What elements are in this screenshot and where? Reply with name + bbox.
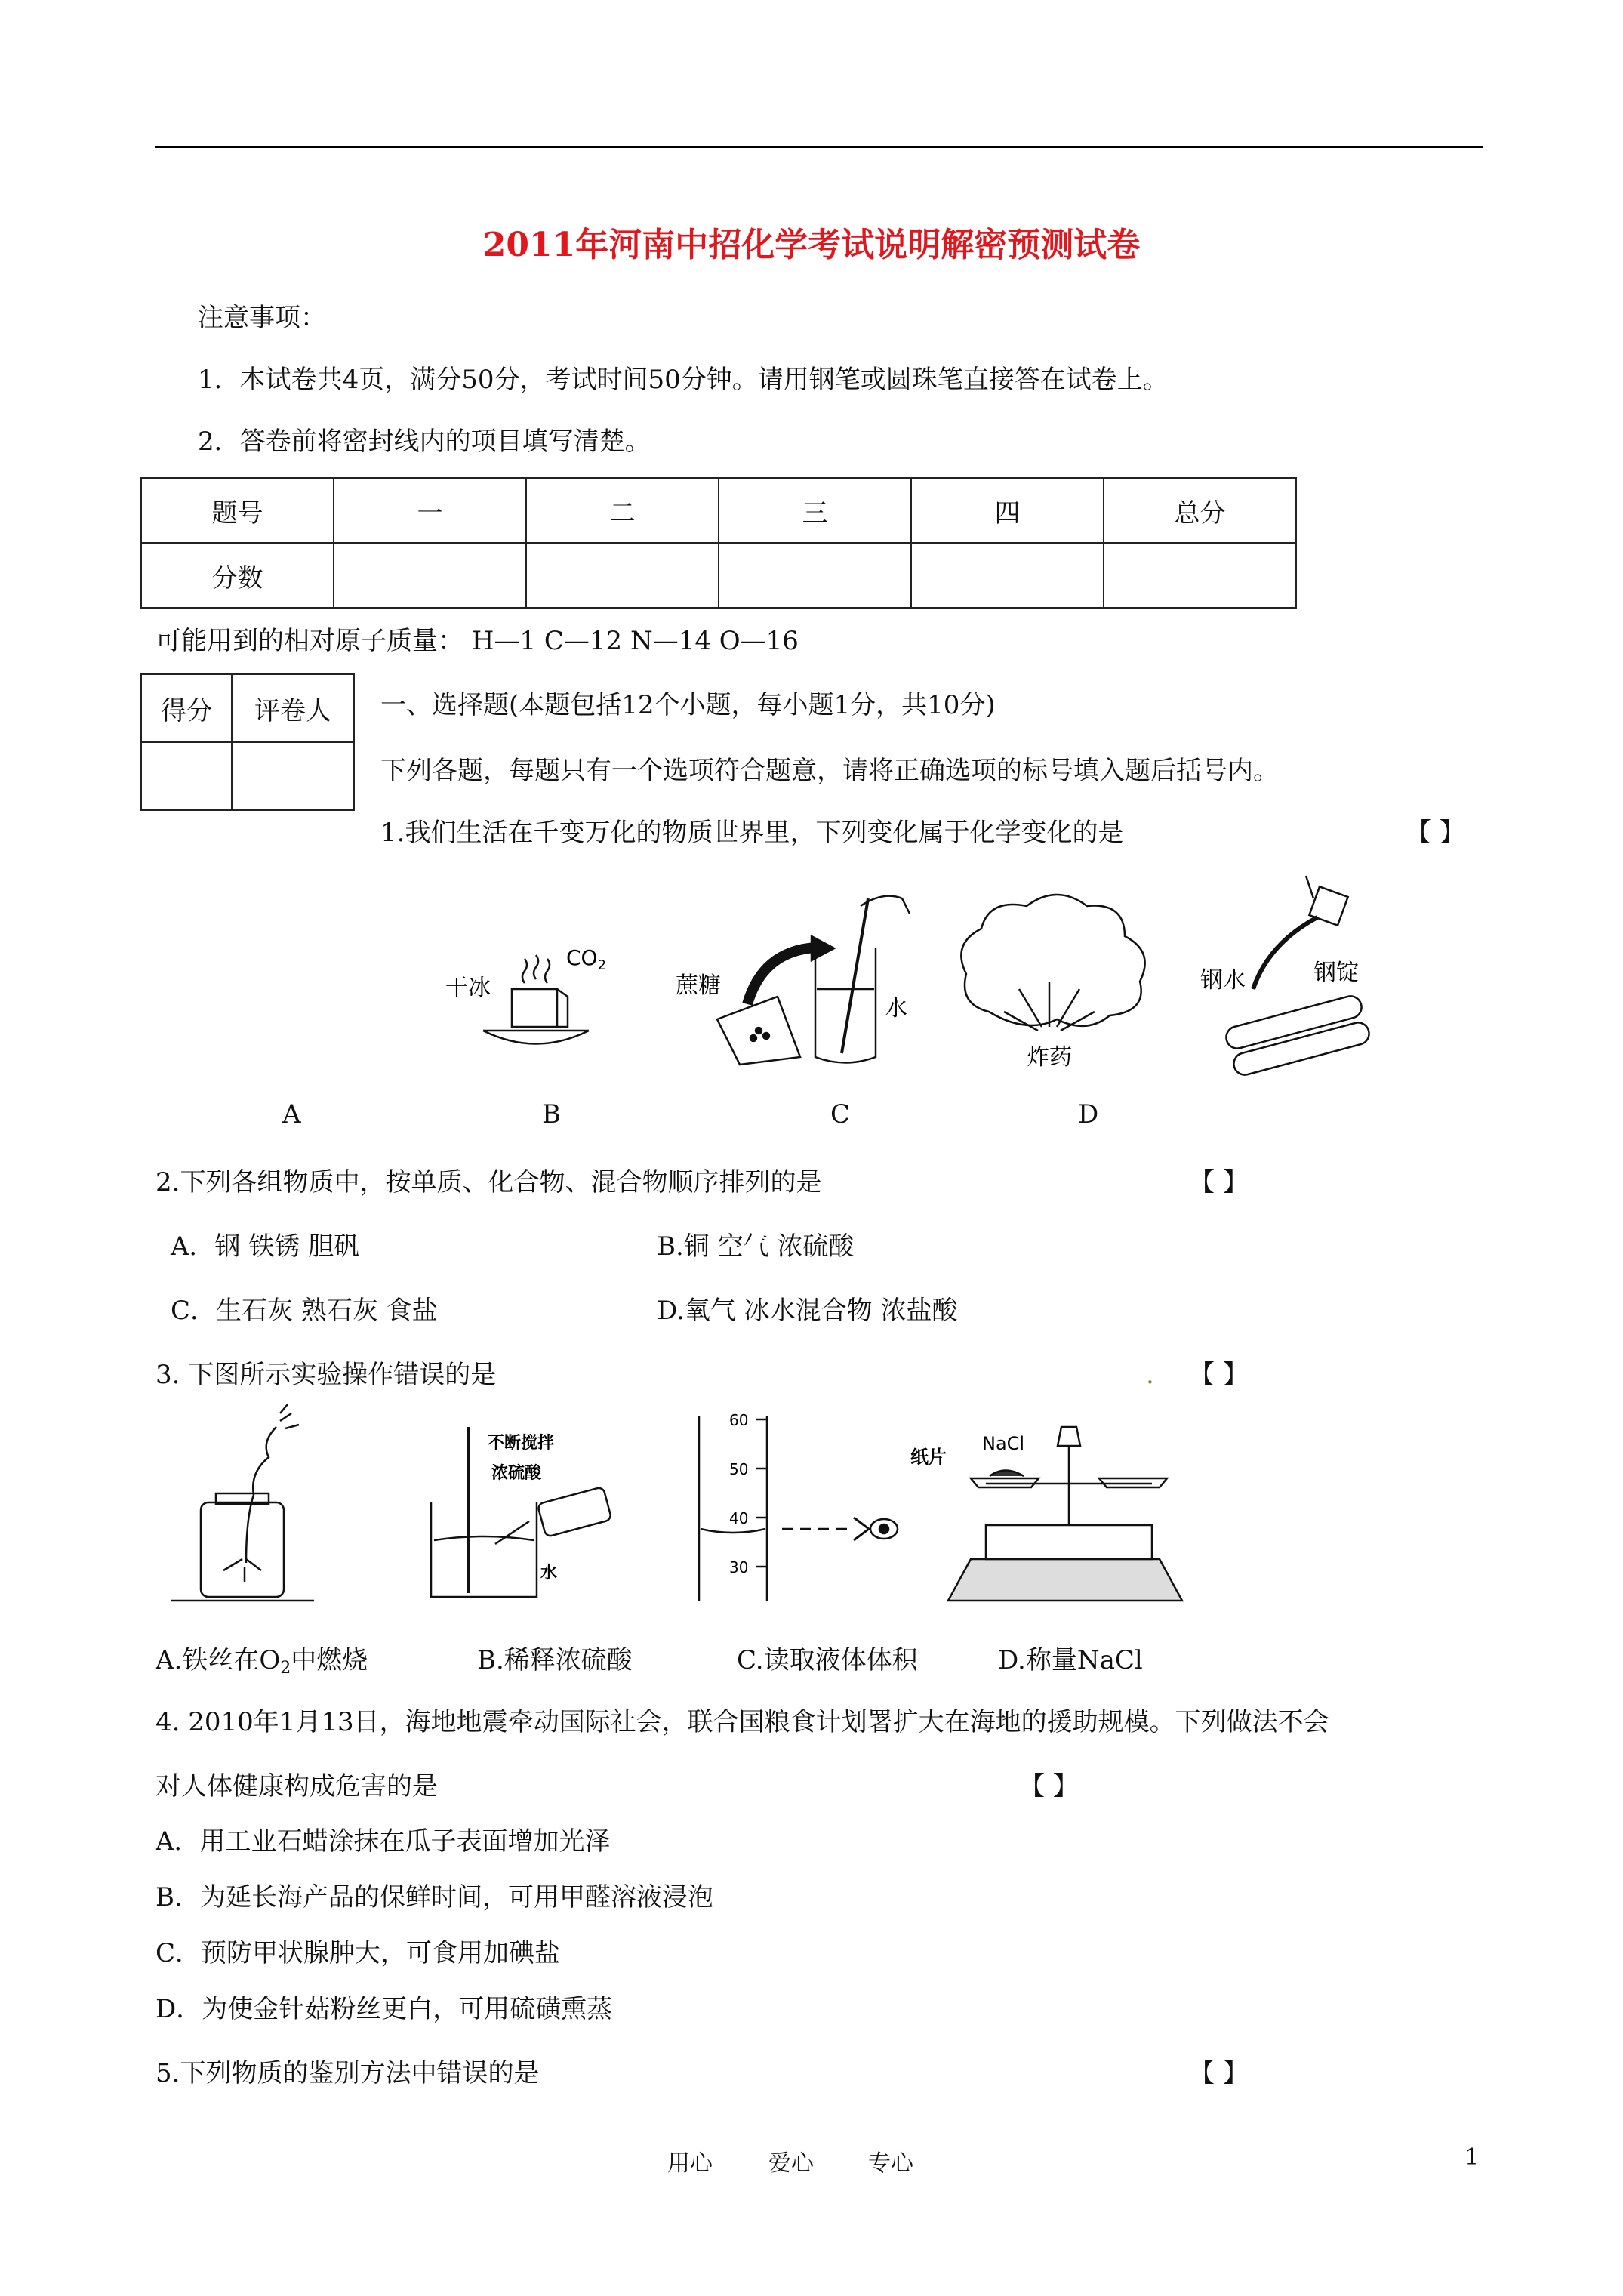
score-header-cell: 题号 xyxy=(141,478,334,543)
grader-score-label: 得分 xyxy=(141,674,232,742)
label-stir: 不断搅拌 xyxy=(488,1434,555,1453)
label-molten-steel: 钢水 xyxy=(1200,967,1246,994)
q1-option-b: B xyxy=(542,1099,561,1130)
grader-score-cell xyxy=(141,742,232,810)
label-dry-ice: 干冰 xyxy=(445,975,491,1001)
score-row-label: 分数 xyxy=(141,543,334,608)
q3-stem: 3. 下图所示实验操作错误的是 xyxy=(156,1360,497,1390)
score-header-cell: 总分 xyxy=(1104,478,1296,543)
q3-dot: . xyxy=(1146,1360,1154,1390)
tick-40: 40 xyxy=(729,1509,749,1527)
label-explosive: 炸药 xyxy=(1027,1044,1072,1071)
grader-name-cell xyxy=(232,742,354,810)
q3-answer-bracket: 【 】 xyxy=(1189,1360,1249,1390)
q1-answer-bracket: 【 】 xyxy=(1406,818,1465,848)
q1-option-d: D xyxy=(1078,1099,1099,1130)
q5-stem: 5.下列物质的鉴别方法中错误的是 xyxy=(156,2058,540,2088)
q1-option-c: C xyxy=(830,1099,851,1130)
q2-option-c: C．生石灰 熟石灰 食盐 xyxy=(171,1296,438,1326)
q4-option-b: B．为延长海产品的保鲜时间，可用甲醛溶液浸泡 xyxy=(156,1882,713,1912)
page-title: 2011年河南中招化学考试说明解密预测试卷 xyxy=(482,226,1141,264)
q4-stem-line-1: 4. 2010年1月13日，海地地震牵动国际社会，联合国粮食计划署扩大在海地的援助规模。下列做法不会 xyxy=(156,1707,1329,1737)
tick-50: 50 xyxy=(729,1460,749,1478)
score-cell xyxy=(719,543,911,608)
header-rule xyxy=(155,146,1483,148)
footer-motto-3: 专心 xyxy=(868,2150,913,2177)
label-co2: CO xyxy=(566,945,598,970)
q4-option-d: D．为使金针菇粉丝更白，可用硫磺熏蒸 xyxy=(156,1994,613,2024)
label-nacl: NaCl xyxy=(982,1433,1025,1454)
label-water: 水 xyxy=(885,995,907,1022)
q2-answer-bracket: 【 】 xyxy=(1189,1167,1249,1197)
tick-30: 30 xyxy=(729,1558,749,1576)
iron-wire-figure xyxy=(171,1404,314,1601)
section-1-instruction: 下列各题，每题只有一个选项符合题意，请将正确选项的标号填入题后括号内。 xyxy=(380,756,1279,786)
q2-stem: 2.下列各组物质中，按单质、化合物、混合物顺序排列的是 xyxy=(156,1167,822,1197)
q3-option-d: D.称量NaCl xyxy=(998,1645,1143,1675)
notice-item-1: 1．本试卷共4页，满分50分，考试时间50分钟。请用钢笔或圆珠笔直接答在试卷上。 xyxy=(198,365,1169,395)
q2-option-a: A．钢 铁锈 胆矾 xyxy=(171,1231,360,1262)
score-cell xyxy=(1104,543,1296,608)
label-paper: 纸片 xyxy=(910,1447,947,1468)
explosion-figure xyxy=(961,895,1144,1031)
label-ingot: 钢锭 xyxy=(1313,960,1359,986)
label-conc-acid: 浓硫酸 xyxy=(491,1464,542,1483)
grader-table xyxy=(140,673,355,811)
footer-motto-2: 爱心 xyxy=(768,2150,814,2177)
notice-heading: 注意事项： xyxy=(198,303,326,333)
sugar-figure xyxy=(717,896,910,1065)
q4-option-c: C．预防甲状腺肿大，可食用加碘盐 xyxy=(156,1938,561,1968)
score-cell xyxy=(334,543,526,608)
score-table xyxy=(140,477,1297,609)
q1-stem: 1.我们生活在千变万化的物质世界里，下列变化属于化学变化的是 xyxy=(380,818,1124,848)
q4-answer-bracket: 【 】 xyxy=(1019,1771,1079,1801)
score-header-cell: 二 xyxy=(526,478,719,543)
q3-figures xyxy=(171,1412,1212,1608)
q2-option-d: D.氧气 冰水混合物 浓盐酸 xyxy=(657,1296,958,1326)
section-1-title: 一、选择题(本题包括12个小题，每小题1分，共10分) xyxy=(380,690,996,720)
q5-answer-bracket: 【 】 xyxy=(1189,2058,1249,2088)
grader-name-label: 评卷人 xyxy=(232,674,354,742)
label-water-b: 水 xyxy=(540,1564,558,1583)
q4-stem-line-2: 对人体健康构成危害的是 xyxy=(156,1771,438,1801)
q3-option-c: C.读取液体体积 xyxy=(737,1645,918,1675)
q2-option-b: B.铜 空气 浓硫酸 xyxy=(657,1231,855,1262)
label-co2-sub: 2 xyxy=(597,957,607,973)
tick-60: 60 xyxy=(729,1411,749,1429)
score-header-cell: 三 xyxy=(719,478,911,543)
notice-item-2: 2．答卷前将密封线内的项目填写清楚。 xyxy=(198,427,651,457)
score-cell xyxy=(911,543,1104,608)
footer-motto-1: 用心 xyxy=(667,2150,713,2177)
q1-figures xyxy=(423,876,1419,1072)
atomic-masses: 可能用到的相对原子质量： H—1 C—12 N—14 O—16 xyxy=(156,626,799,656)
score-header-cell: 四 xyxy=(911,478,1104,543)
label-sugar: 蔗糖 xyxy=(676,972,721,999)
svg-text:CO2 xyxy=(566,945,606,973)
page-number: 1 xyxy=(1464,2144,1480,2171)
score-header-cell: 一 xyxy=(334,478,526,543)
q1-option-a: A xyxy=(282,1099,301,1130)
q3-option-b: B.稀释浓硫酸 xyxy=(477,1645,633,1675)
q3-option-a: A.铁丝在O2中燃烧 xyxy=(156,1645,368,1678)
score-cell xyxy=(526,543,719,608)
q4-option-a: A．用工业石蜡涂抹在瓜子表面增加光泽 xyxy=(156,1826,611,1857)
